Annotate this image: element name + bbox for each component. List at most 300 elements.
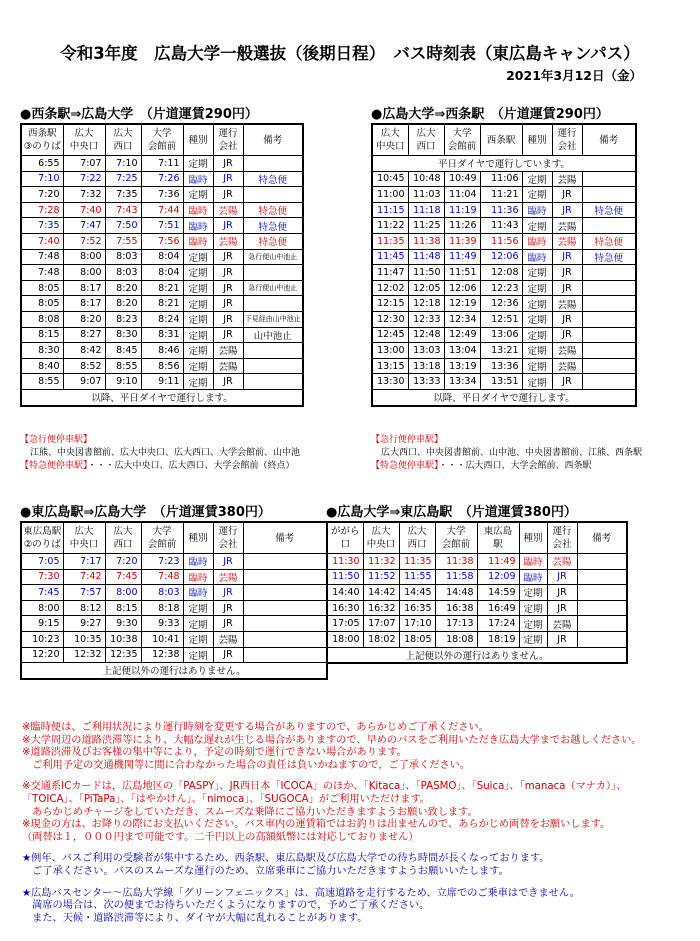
section-title: ●東広島駅⇒広島大学 （片道運賃380円） xyxy=(20,505,271,520)
table-cell: 11:22 xyxy=(372,218,408,234)
table-cell: JR xyxy=(552,187,582,203)
table-cell: 11:52 xyxy=(363,569,399,585)
table-cell: 9:33 xyxy=(141,616,183,632)
table-cell: 18:08 xyxy=(435,631,477,647)
table-cell: 10:41 xyxy=(141,631,183,647)
table-cell: 8:31 xyxy=(141,327,183,343)
table-cell: 13:33 xyxy=(408,374,444,390)
note-line: ※現金の方は、お降りの際にお支払いください。バス車内の運賃箱ではお釣りは出ませんので、あらかじめ両替をお願いします。 xyxy=(22,819,611,831)
table-row xyxy=(372,171,636,187)
table-cell: JR xyxy=(213,585,243,601)
table-cell: 7:10 xyxy=(21,171,63,187)
column-header: 広大 西口 xyxy=(105,522,141,554)
table-cell: 8:17 xyxy=(63,280,105,296)
table-cell: JR xyxy=(552,265,582,281)
table-cell xyxy=(243,631,327,647)
table-cell: 芸陽 xyxy=(552,296,582,312)
table-cell: 11:35 xyxy=(399,554,435,570)
schedule-note: 上記便以外の運行はありません。 xyxy=(327,647,627,663)
table-cell: 7:10 xyxy=(105,156,141,172)
table-row xyxy=(372,265,636,281)
table-cell xyxy=(582,187,636,203)
stops-box-2 xyxy=(371,434,642,473)
table-cell: 7:48 xyxy=(141,569,183,585)
table-cell: 定期 xyxy=(522,327,552,343)
table-row xyxy=(372,374,636,390)
table-cell: 11:35 xyxy=(372,233,408,249)
table-cell: 11:03 xyxy=(408,187,444,203)
table-cell: 8:04 xyxy=(141,265,183,281)
table-cell: 7:28 xyxy=(21,202,63,218)
table-cell: 11:50 xyxy=(327,569,363,585)
note-line: ※交通系ICカードは，広島地区の「PASPY」、JR西日本「ICOCA」のほか、「Kitaca」、「PASMO」、「Suica」、「manaca（マナカ）」、 xyxy=(22,781,627,793)
table-cell: JR xyxy=(547,631,577,647)
page-title: 令和3年度 広島大学一般選抜（後期日程） バス時刻表（東広島キャンパス） xyxy=(60,44,640,63)
table-cell: 定期 xyxy=(522,265,552,281)
table-cell: 10:35 xyxy=(63,631,105,647)
table-cell: 18:00 xyxy=(327,631,363,647)
table-cell: 8:20 xyxy=(105,296,141,312)
table-cell: 芸陽 xyxy=(213,233,243,249)
table-cell: 臨時 xyxy=(183,233,213,249)
table-cell: 10:49 xyxy=(444,171,480,187)
table-cell: 特急便 xyxy=(582,233,636,249)
table-row xyxy=(372,233,636,249)
table-cell: 定期 xyxy=(183,374,213,390)
table-cell: 11:43 xyxy=(480,218,522,234)
table-cell: 12:51 xyxy=(480,311,522,327)
table-cell: 11:55 xyxy=(399,569,435,585)
table-row xyxy=(327,569,627,585)
table-cell: 7:51 xyxy=(141,218,183,234)
table-cell: 8:30 xyxy=(21,343,63,359)
table-cell: 14:48 xyxy=(435,585,477,601)
table-cell: 芸陽 xyxy=(213,569,243,585)
table-cell xyxy=(243,343,303,359)
table-row xyxy=(21,218,303,234)
table-cell: 特急便 xyxy=(582,249,636,265)
table-cell: 7:07 xyxy=(63,156,105,172)
table-cell: 臨時 xyxy=(183,218,213,234)
table-cell: 11:00 xyxy=(372,187,408,203)
table-cell: 定期 xyxy=(183,296,213,312)
table-cell: 16:38 xyxy=(435,600,477,616)
table-cell: JR xyxy=(213,327,243,343)
table-cell xyxy=(243,647,327,663)
table-cell: 18:19 xyxy=(477,631,519,647)
table-cell: 芸陽 xyxy=(552,233,582,249)
table-cell: 急行便山中池止 xyxy=(243,280,303,296)
column-header: 種別 xyxy=(183,124,213,156)
table-cell: 8:55 xyxy=(105,358,141,374)
table-cell xyxy=(577,616,627,632)
table-cell: 11:38 xyxy=(435,554,477,570)
column-header: 運行 会社 xyxy=(213,124,243,156)
section-saijo-to-univ xyxy=(20,107,304,407)
table-cell: 7:56 xyxy=(141,233,183,249)
table-cell: JR xyxy=(213,187,243,203)
section-univ-to-saijo xyxy=(371,107,637,407)
table-cell xyxy=(582,311,636,327)
table-cell: 11:56 xyxy=(480,233,522,249)
table-row xyxy=(21,343,303,359)
express-stops-label: 【急行便停車駅】 xyxy=(371,435,444,445)
note-line: ★広島バスセンター～広島大学線「グリーンフェニックス」は、高速道路を走行するため、立席でのご乗車はできません。 xyxy=(22,887,580,899)
table-cell: 12:19 xyxy=(444,296,480,312)
table-row xyxy=(327,616,627,632)
table-row xyxy=(21,600,327,616)
table-cell: 7:05 xyxy=(21,554,63,570)
table-cell xyxy=(577,585,627,601)
table-row xyxy=(21,311,303,327)
table-cell: 12:05 xyxy=(408,280,444,296)
table-cell: 13:06 xyxy=(480,327,522,343)
table-cell: 11:15 xyxy=(372,202,408,218)
table-cell: 8:21 xyxy=(141,296,183,312)
table-cell: 12:30 xyxy=(372,311,408,327)
column-header: 東広島 駅 xyxy=(477,522,519,554)
column-header: 東広島駅 ②のりば xyxy=(21,522,63,554)
table-cell: 8:21 xyxy=(141,280,183,296)
table-cell: 16:49 xyxy=(477,600,519,616)
note-line: 満席の場合は、次の便までお待ちいただくようになりますので，予めご了承ください。 xyxy=(22,900,430,912)
table-cell: 7:25 xyxy=(105,171,141,187)
table-cell: 11:47 xyxy=(372,265,408,281)
table-cell xyxy=(577,600,627,616)
table-cell: 臨時 xyxy=(183,585,213,601)
column-header: 広大 中央口 xyxy=(63,124,105,156)
table-row xyxy=(21,327,303,343)
table-cell: 7:32 xyxy=(63,187,105,203)
table-row xyxy=(372,343,636,359)
section-univ-to-higashihiroshima xyxy=(326,505,628,664)
table-cell: JR xyxy=(547,585,577,601)
table-cell: 8:56 xyxy=(141,358,183,374)
table-cell: JR xyxy=(213,171,243,187)
table-cell: 12:38 xyxy=(141,647,183,663)
table-cell: 定期 xyxy=(183,327,213,343)
section-higashihiroshima-to-univ xyxy=(20,505,328,680)
table-cell: 7:50 xyxy=(105,218,141,234)
table-cell: 8:30 xyxy=(105,327,141,343)
table-cell: 12:20 xyxy=(21,647,63,663)
table-cell xyxy=(582,374,636,390)
schedule-note: 平日ダイヤで運行しています。 xyxy=(372,156,636,172)
table-cell: 7:42 xyxy=(63,569,105,585)
table-cell: 11:36 xyxy=(480,202,522,218)
table-cell: JR xyxy=(213,374,243,390)
table-cell: 定期 xyxy=(183,156,213,172)
table-cell: 芸陽 xyxy=(213,358,243,374)
table-row xyxy=(21,202,303,218)
table-cell: 定期 xyxy=(522,218,552,234)
note-line: ※臨時便は、ご利用状況により運行時刻を変更する場合がありますので、あらかじめご了承ください。 xyxy=(22,722,489,733)
table-row xyxy=(21,233,303,249)
table-cell: 8:42 xyxy=(63,343,105,359)
table-row xyxy=(21,554,327,570)
table-cell: 定期 xyxy=(183,311,213,327)
table-cell: 定期 xyxy=(183,631,213,647)
table-cell: 臨時 xyxy=(522,249,552,265)
table-cell xyxy=(582,265,636,281)
table-cell xyxy=(243,156,303,172)
table-cell xyxy=(582,343,636,359)
table-row xyxy=(21,171,303,187)
table-cell xyxy=(243,265,303,281)
schedule-note: 上記便以外の運行はありません。 xyxy=(21,663,327,679)
table-row xyxy=(372,280,636,296)
table-cell: 12:08 xyxy=(480,265,522,281)
table-cell: 14:59 xyxy=(477,585,519,601)
table-cell: 臨時 xyxy=(183,171,213,187)
table-cell: 定期 xyxy=(522,187,552,203)
table-cell: 7:23 xyxy=(141,554,183,570)
table-cell: 特急便 xyxy=(243,218,303,234)
table-cell: 定期 xyxy=(519,616,547,632)
table-cell: 8:45 xyxy=(105,343,141,359)
table-row xyxy=(21,631,327,647)
stops-box-1 xyxy=(20,434,300,473)
table-cell: 定期 xyxy=(522,358,552,374)
table-cell: 12:09 xyxy=(477,569,519,585)
table-cell: 定期 xyxy=(522,280,552,296)
table-cell: JR xyxy=(552,249,582,265)
table-cell: 8:17 xyxy=(63,296,105,312)
table-cell: 8:40 xyxy=(21,358,63,374)
table-row xyxy=(21,374,303,390)
table-cell xyxy=(243,187,303,203)
table-cell: 13:30 xyxy=(372,374,408,390)
table-cell xyxy=(582,296,636,312)
table-cell: 7:48 xyxy=(21,249,63,265)
table-cell: 7:20 xyxy=(105,554,141,570)
table-cell: 12:49 xyxy=(444,327,480,343)
table-cell: 特急便 xyxy=(243,202,303,218)
timetable xyxy=(371,123,637,407)
table-cell: 定期 xyxy=(522,374,552,390)
table-cell: 7:30 xyxy=(21,569,63,585)
note-line: 「TOICA」、「PiTaPa」、「はやかけん」、「nimoca」、「SUGOCA」がご利用いただけます。 xyxy=(22,793,430,805)
column-header: 広大 西口 xyxy=(399,522,435,554)
table-cell: JR xyxy=(213,616,243,632)
table-cell: JR xyxy=(552,374,582,390)
table-cell: 8:27 xyxy=(63,327,105,343)
table-cell: JR xyxy=(547,600,577,616)
table-cell: 芸陽 xyxy=(547,616,577,632)
table-cell: JR xyxy=(547,569,577,585)
table-row xyxy=(21,616,327,632)
table-cell: 7:47 xyxy=(63,218,105,234)
column-header: 運行 会社 xyxy=(547,522,577,554)
table-cell: 11:50 xyxy=(408,265,444,281)
table-cell: 11:39 xyxy=(444,233,480,249)
table-cell: 臨時 xyxy=(183,554,213,570)
timetable xyxy=(20,123,304,407)
table-cell xyxy=(577,554,627,570)
notes-block xyxy=(22,722,682,925)
table-cell: 16:35 xyxy=(399,600,435,616)
table-cell: 特急便 xyxy=(582,202,636,218)
table-row xyxy=(21,156,303,172)
express-stops: 江熊、中央図書館前、広大中央口、広大西口、大学会館前、山中池 xyxy=(30,448,301,458)
note-line: ★例年、バスご利用の受験者が集中するため、西条駅、東広島駅及び広島大学での待ち時間が長くなっております。 xyxy=(22,853,550,865)
table-cell: 8:46 xyxy=(141,343,183,359)
table-cell: 11:21 xyxy=(480,187,522,203)
table-cell: 臨時 xyxy=(522,233,552,249)
column-header: 備考 xyxy=(582,124,636,156)
note-line: ご利用予定の交通機関等に間に合わなかった場合の責任は負いかねますので，ご了承ください。 xyxy=(22,759,471,771)
table-cell: 8:00 xyxy=(63,265,105,281)
table-cell: 8:03 xyxy=(105,265,141,281)
column-header: 種別 xyxy=(522,124,552,156)
column-header: 広大 中央口 xyxy=(63,522,105,554)
schedule-note: 以降、平日ダイヤで運行します。 xyxy=(21,389,303,405)
table-cell: 11:51 xyxy=(444,265,480,281)
table-cell: 7:22 xyxy=(63,171,105,187)
table-cell: 11:45 xyxy=(372,249,408,265)
table-cell xyxy=(243,358,303,374)
table-cell: JR xyxy=(213,280,243,296)
table-cell: 臨時 xyxy=(183,569,213,585)
column-header: 大学 会館前 xyxy=(141,124,183,156)
table-cell: 17:13 xyxy=(435,616,477,632)
column-header: ががら 口 xyxy=(327,522,363,554)
table-cell xyxy=(582,327,636,343)
table-cell xyxy=(582,358,636,374)
table-cell: 定期 xyxy=(183,616,213,632)
table-cell: 芸陽 xyxy=(547,554,577,570)
table-row xyxy=(21,187,303,203)
table-row xyxy=(372,296,636,312)
table-cell: 11:58 xyxy=(435,569,477,585)
table-cell: 7:55 xyxy=(105,233,141,249)
notes-blue xyxy=(22,853,682,925)
table-cell xyxy=(243,296,303,312)
table-cell: 11:19 xyxy=(444,202,480,218)
note-line: あらかじめチャージをしていただき、スムーズな乗降にご協力いただきますようお願い致します。 xyxy=(22,806,478,818)
table-cell: 10:48 xyxy=(408,171,444,187)
table-cell: 定期 xyxy=(183,280,213,296)
table-cell: 10:45 xyxy=(372,171,408,187)
table-cell: JR xyxy=(213,265,243,281)
table-cell: 7:57 xyxy=(63,585,105,601)
table-cell: 13:00 xyxy=(372,343,408,359)
table-row xyxy=(21,280,303,296)
table-cell: 8:08 xyxy=(21,311,63,327)
schedule-note: 以降、平日ダイヤで運行します。 xyxy=(372,389,636,405)
table-cell: 7:17 xyxy=(63,554,105,570)
table-cell: 芸陽 xyxy=(552,358,582,374)
table-cell: 芸陽 xyxy=(213,202,243,218)
table-cell: JR xyxy=(213,600,243,616)
table-cell: 11:04 xyxy=(444,187,480,203)
table-cell: 8:20 xyxy=(63,311,105,327)
table-cell: 7:40 xyxy=(63,202,105,218)
table-cell: 7:35 xyxy=(21,218,63,234)
table-cell: 12:34 xyxy=(444,311,480,327)
table-row xyxy=(21,265,303,281)
table-cell: 11:26 xyxy=(444,218,480,234)
table-cell: 17:10 xyxy=(399,616,435,632)
table-cell: 12:45 xyxy=(372,327,408,343)
table-cell: 8:15 xyxy=(105,600,141,616)
table-cell: 定期 xyxy=(519,631,547,647)
table-cell: JR xyxy=(213,296,243,312)
table-cell xyxy=(582,171,636,187)
table-cell: 12:23 xyxy=(480,280,522,296)
table-cell: 芸陽 xyxy=(213,343,243,359)
table-cell xyxy=(243,554,327,570)
table-cell: 臨時 xyxy=(519,569,547,585)
table-cell: 臨時 xyxy=(183,202,213,218)
table-cell: 10:38 xyxy=(105,631,141,647)
table-cell xyxy=(243,374,303,390)
column-header: 広大 西口 xyxy=(105,124,141,156)
special-stops: ・・・広大西口、大学会館前、西条駅 xyxy=(438,461,592,471)
table-cell: 9:30 xyxy=(105,616,141,632)
table-cell: 13:19 xyxy=(444,358,480,374)
table-row xyxy=(372,311,636,327)
table-cell: 12:06 xyxy=(444,280,480,296)
table-cell: JR xyxy=(552,202,582,218)
table-cell: 定期 xyxy=(183,265,213,281)
header-row xyxy=(21,522,327,554)
table-cell: 8:55 xyxy=(21,374,63,390)
table-cell: 9:07 xyxy=(63,374,105,390)
header-row xyxy=(372,124,636,156)
table-row xyxy=(327,554,627,570)
table-cell: 13:36 xyxy=(480,358,522,374)
table-cell: 芸陽 xyxy=(552,171,582,187)
header-row xyxy=(327,522,627,554)
table-cell: 13:18 xyxy=(408,358,444,374)
table-cell: 定期 xyxy=(522,343,552,359)
table-cell: 8:52 xyxy=(63,358,105,374)
table-cell: 8:24 xyxy=(141,311,183,327)
table-cell: JR xyxy=(213,249,243,265)
header-row xyxy=(21,124,303,156)
table-cell: 8:20 xyxy=(105,280,141,296)
table-cell xyxy=(577,569,627,585)
table-cell: JR xyxy=(213,218,243,234)
table-cell: 芸陽 xyxy=(213,631,243,647)
table-cell: 12:15 xyxy=(372,296,408,312)
table-cell: 7:43 xyxy=(105,202,141,218)
table-row xyxy=(372,202,636,218)
table-cell: 13:04 xyxy=(444,343,480,359)
note-line: ※道路渋滞及びお客様の集中等により，予定の時刻で運行できない場合があります。 xyxy=(22,747,407,759)
special-stops: ・・・広大中央口、広大西口、大学会館前（終点） xyxy=(87,461,295,471)
table-cell: 下見経由山中池止 xyxy=(243,311,303,327)
table-cell: 12:36 xyxy=(480,296,522,312)
column-header: 備考 xyxy=(577,522,627,554)
timetable xyxy=(326,521,628,664)
table-cell: 14:40 xyxy=(327,585,363,601)
table-cell: 13:21 xyxy=(480,343,522,359)
table-cell: JR xyxy=(552,327,582,343)
table-cell: 芸陽 xyxy=(552,343,582,359)
table-cell: 8:04 xyxy=(141,249,183,265)
table-cell: 18:02 xyxy=(363,631,399,647)
table-cell: 7:11 xyxy=(141,156,183,172)
special-stops-label: 【特急便停車駅】 xyxy=(371,461,439,471)
table-cell: 13:15 xyxy=(372,358,408,374)
table-cell: 9:11 xyxy=(141,374,183,390)
table-cell: 7:36 xyxy=(141,187,183,203)
table-row xyxy=(21,585,327,601)
table-cell: 7:20 xyxy=(21,187,63,203)
table-cell: 12:48 xyxy=(408,327,444,343)
